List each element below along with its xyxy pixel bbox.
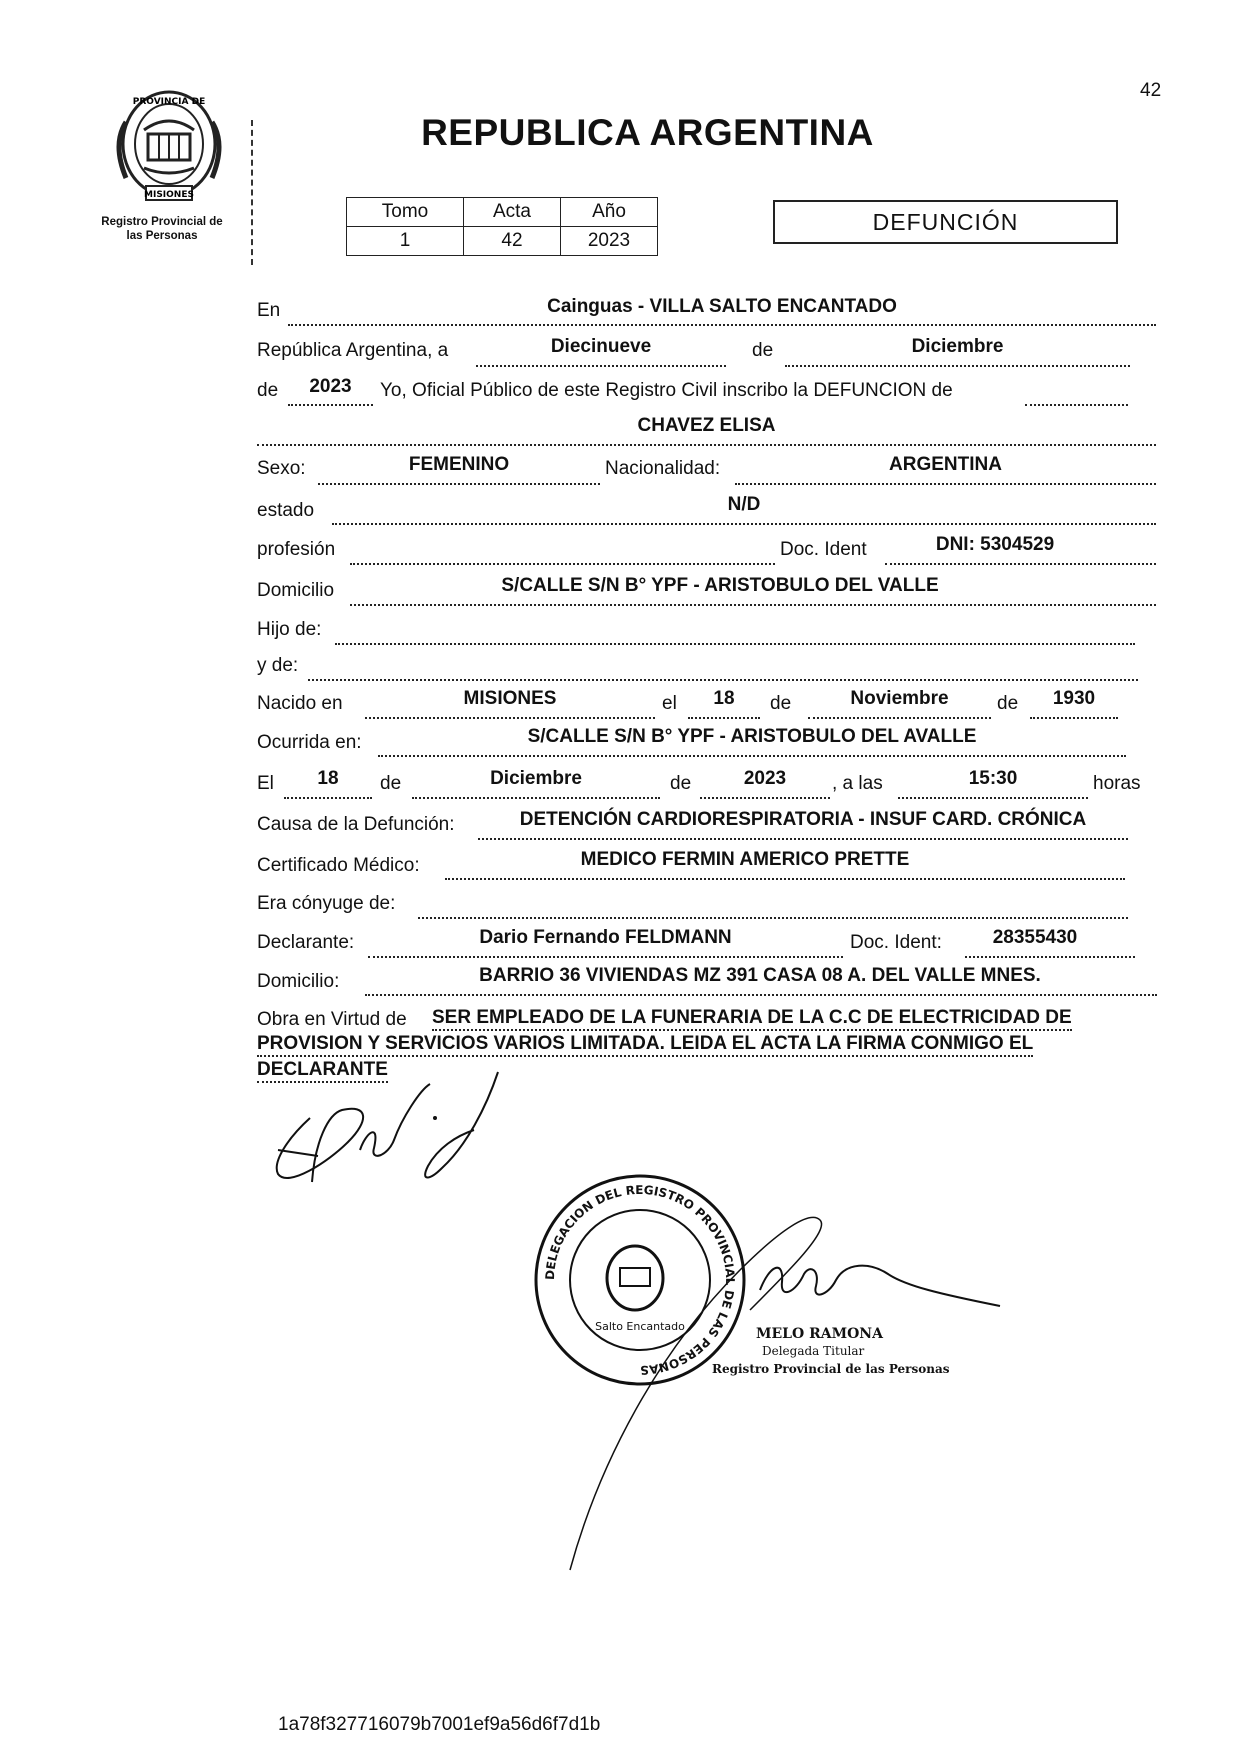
svg-text:MISIONES: MISIONES [144, 190, 194, 200]
officer-title: Delegada Titular [762, 1344, 865, 1358]
label-de-6: de [670, 773, 692, 794]
def-hora-value: 15:30 [968, 768, 1018, 789]
label-el-cap: El [257, 773, 274, 794]
anio-value: 2023 [309, 376, 352, 397]
label-certificado: Certificado Médico: [257, 855, 420, 876]
obra-line-1: SER EMPLEADO DE LA FUNERARIA DE LA C.C DE ELECTRICIDAD DE [432, 1007, 1072, 1031]
lugar-value: Cainguas - VILLA SALTO ENCANTADO [547, 296, 897, 317]
label-de-4: de [997, 693, 1019, 714]
acta-value: 42 [464, 227, 561, 256]
sexo-value: FEMENINO [408, 454, 510, 475]
def-anio-value: 2023 [743, 768, 787, 789]
label-nacionalidad: Nacionalidad: [605, 458, 721, 479]
declarante-doc-value: 28355430 [992, 927, 1078, 948]
label-republica: República Argentina, a [257, 340, 449, 361]
profesion-field [350, 537, 775, 565]
label-estado: estado [257, 500, 315, 521]
obra-line-3: DECLARANTE [257, 1059, 388, 1083]
page-number: 42 [1140, 80, 1162, 101]
label-doc-ident-2: Doc. Ident: [850, 932, 942, 953]
officer-org: Registro Provincial de las Personas [712, 1362, 950, 1376]
label-ocurrida-en: Ocurrida en: [257, 732, 362, 753]
label-el: el [662, 693, 677, 714]
nacido-dia-value: 18 [713, 688, 735, 709]
label-domicilio: Domicilio [257, 580, 335, 601]
label-horas: horas [1093, 773, 1141, 794]
label-en: En [257, 300, 281, 321]
defuncion-de-field [1025, 378, 1128, 406]
label-de-3: de [770, 693, 792, 714]
estado-value: N/D [727, 494, 761, 515]
svg-text:DELEGACION DEL REGISTRO PROVIN: DELEGACION DEL REGISTRO PROVINCIAL DE LAS PERSONAS [542, 1182, 738, 1378]
ocurrida-value: S/CALLE S/N B° YPF - ARISTOBULO DEL AVALLE [527, 726, 977, 747]
nombre-value: CHAVEZ ELISA [637, 415, 776, 436]
y-de-field [308, 653, 1138, 681]
label-sexo: Sexo: [257, 458, 306, 479]
registry-name: Registro Provincial de las Personas [101, 216, 223, 242]
doc-value: DNI: 5304529 [935, 534, 1055, 555]
label-hijo-de: Hijo de: [257, 619, 322, 640]
def-dia-value: 18 [317, 768, 339, 789]
hijo-de-field [335, 617, 1135, 645]
mes-value: Diciembre [911, 336, 1004, 357]
record-type: DEFUNCIÓN [773, 200, 1118, 244]
label-causa: Causa de la Defunción: [257, 814, 455, 835]
label-profesion: profesión [257, 539, 336, 560]
tomo-header: Tomo [347, 198, 464, 227]
causa-value: DETENCIÓN CARDIORESPIRATORIA - INSUF CARD. CRÓNICA [519, 809, 1087, 830]
acta-header: Acta [464, 198, 561, 227]
label-oficial: Yo, Oficial Público de este Registro Civil inscribo la DEFUNCION de [380, 380, 953, 401]
nacionalidad-value: ARGENTINA [889, 454, 1002, 475]
svg-text:PROVINCIA DE: PROVINCIA DE [132, 97, 206, 107]
certificado-value: MEDICO FERMIN AMERICO PRETTE [580, 849, 910, 870]
dia-value: Diecinueve [550, 336, 652, 357]
anio-header: Año [561, 198, 658, 227]
tomo-value: 1 [347, 227, 464, 256]
document-hash: 1a78f327716079b7001ef9a56d6f7d1b [278, 1714, 601, 1735]
label-domicilio-2: Domicilio: [257, 971, 340, 992]
record-table [346, 197, 658, 256]
label-doc-ident: Doc. Ident [780, 539, 867, 560]
declarante-domicilio-value: BARRIO 36 VIVIENDAS MZ 391 CASA 08 A. DEL VALLE MNES. [479, 965, 1041, 986]
label-de: de [752, 340, 774, 361]
declarante-value: Dario Fernando FELDMANN [479, 927, 732, 948]
nacido-anio-value: 1930 [1052, 688, 1096, 709]
conyuge-field [418, 891, 1128, 919]
obra-line-2: PROVISION Y SERVICIOS VARIOS LIMITADA. LEIDA EL ACTA LA FIRMA CONMIGO EL [257, 1033, 1033, 1057]
anio-value: 2023 [561, 227, 658, 256]
label-de-2: de [257, 380, 279, 401]
svg-text:Salto Encantado: Salto Encantado [595, 1320, 685, 1333]
label-declarante: Declarante: [257, 932, 355, 953]
label-a-las: , a las [832, 773, 883, 794]
label-conyuge: Era cónyuge de: [257, 893, 396, 914]
label-y-de: y de: [257, 655, 299, 676]
document-title: REPUBLICA ARGENTINA [421, 112, 874, 153]
declarant-signature-icon [270, 1070, 530, 1220]
label-obra: Obra en Virtud de [257, 1009, 407, 1030]
nacido-lugar-value: MISIONES [463, 688, 557, 709]
nacido-mes-value: Noviembre [850, 688, 949, 709]
label-nacido-en: Nacido en [257, 693, 343, 714]
label-de-5: de [380, 773, 402, 794]
officer-name: MELO RAMONA [756, 1326, 883, 1342]
domicilio-value: S/CALLE S/N B° YPF - ARISTOBULO DEL VALLE [501, 575, 939, 596]
signature-stroke-icon [560, 1200, 860, 1580]
def-mes-value: Diciembre [490, 768, 582, 789]
